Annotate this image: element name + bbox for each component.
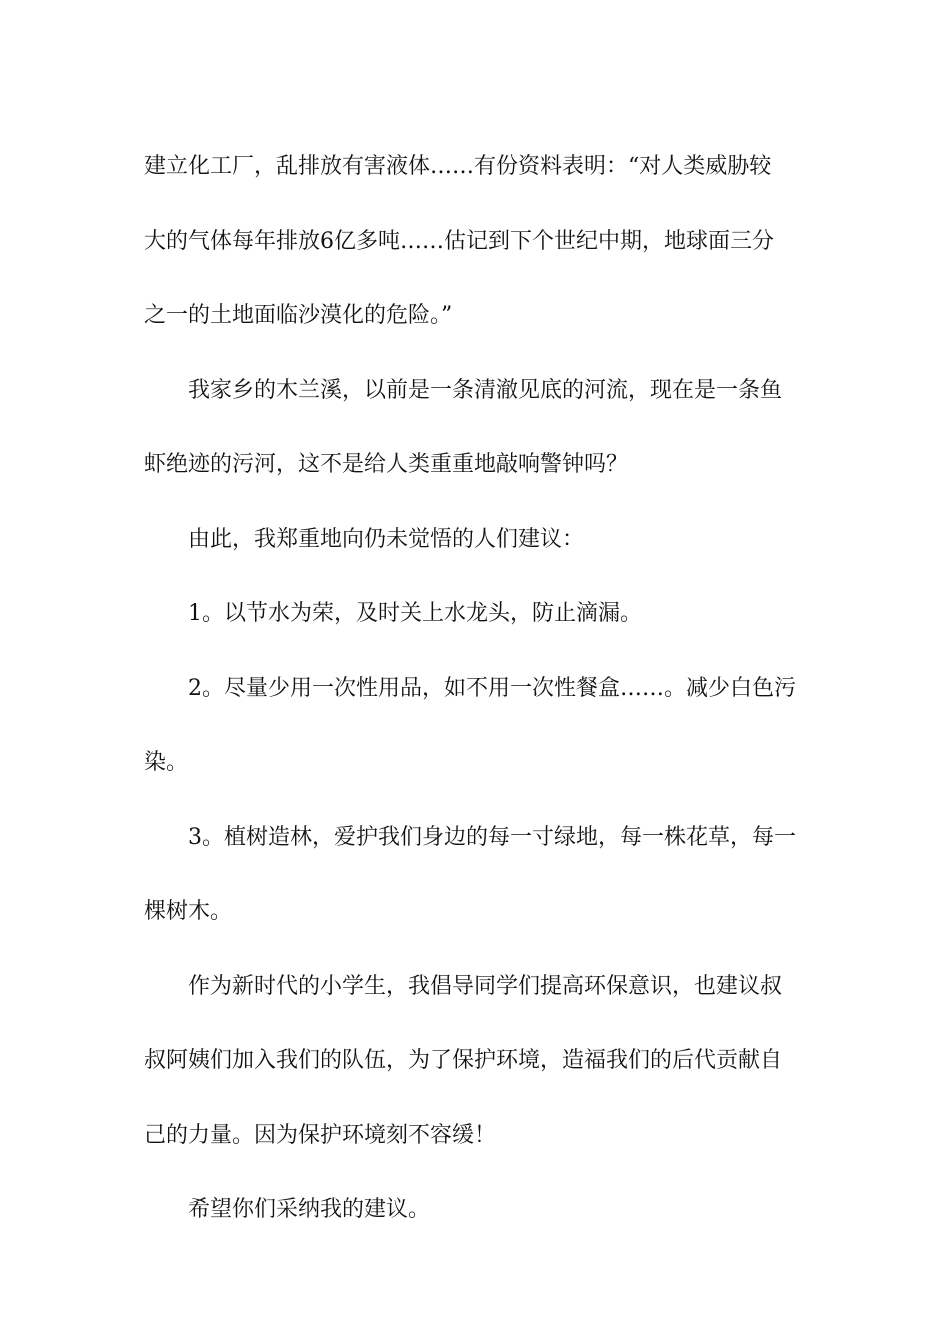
paragraph-suggestion-2 bbox=[144, 652, 808, 801]
text-line: 建立化工厂，乱排放有害液体……有份资料表明：“对人类威胁较 bbox=[144, 154, 772, 179]
text-line: 由此，我郑重地向仍未觉悟的人们建议： bbox=[188, 526, 585, 552]
text-line: 我家乡的木兰溪，以前是一条清澈见底的河流，现在是一条鱼 bbox=[188, 377, 783, 403]
paragraph-suggestion-1 bbox=[144, 577, 808, 652]
text-line: 3。植树造林，爱护我们身边的每一寸绿地，每一株花草，每一 bbox=[188, 824, 796, 850]
text-line: 希望你们采纳我的建议。 bbox=[188, 1197, 431, 1222]
paragraph-closing bbox=[144, 1173, 808, 1248]
text-line: 大的气体每年排放6亿多吨……估记到下个世纪中期，地球面三分 bbox=[144, 228, 774, 254]
text-line: 叔阿姨们加入我们的队伍，为了保护环境，造福我们的后代贡献自 bbox=[144, 1048, 783, 1073]
text-line: 虾绝迹的污河，这不是给人类重重地敲响警钟吗？ bbox=[144, 452, 629, 477]
text-line: 1。以节水为荣，及时关上水龙头，防止滴漏。 bbox=[188, 601, 642, 626]
paragraph-call-to-action bbox=[144, 950, 808, 1174]
paragraph-suggestion-intro bbox=[144, 503, 808, 578]
paragraph-hometown-river bbox=[144, 354, 808, 503]
text-line: 作为新时代的小学生，我倡导同学们提高环保意识，也建议叔 bbox=[188, 973, 783, 999]
text-line: 之一的土地面临沙漠化的危险。” bbox=[144, 303, 453, 328]
document-body bbox=[144, 130, 808, 1248]
paragraph-suggestion-3 bbox=[144, 801, 808, 950]
text-line: 己的力量。因为保护环境刻不容缓！ bbox=[144, 1122, 497, 1148]
text-line: 染。 bbox=[144, 750, 189, 775]
text-line: 2。尽量少用一次性用品，如不用一次性餐盒……。减少白色污 bbox=[188, 675, 796, 701]
text-line: 棵树木。 bbox=[144, 899, 233, 924]
paragraph-pollution-data bbox=[144, 130, 808, 354]
